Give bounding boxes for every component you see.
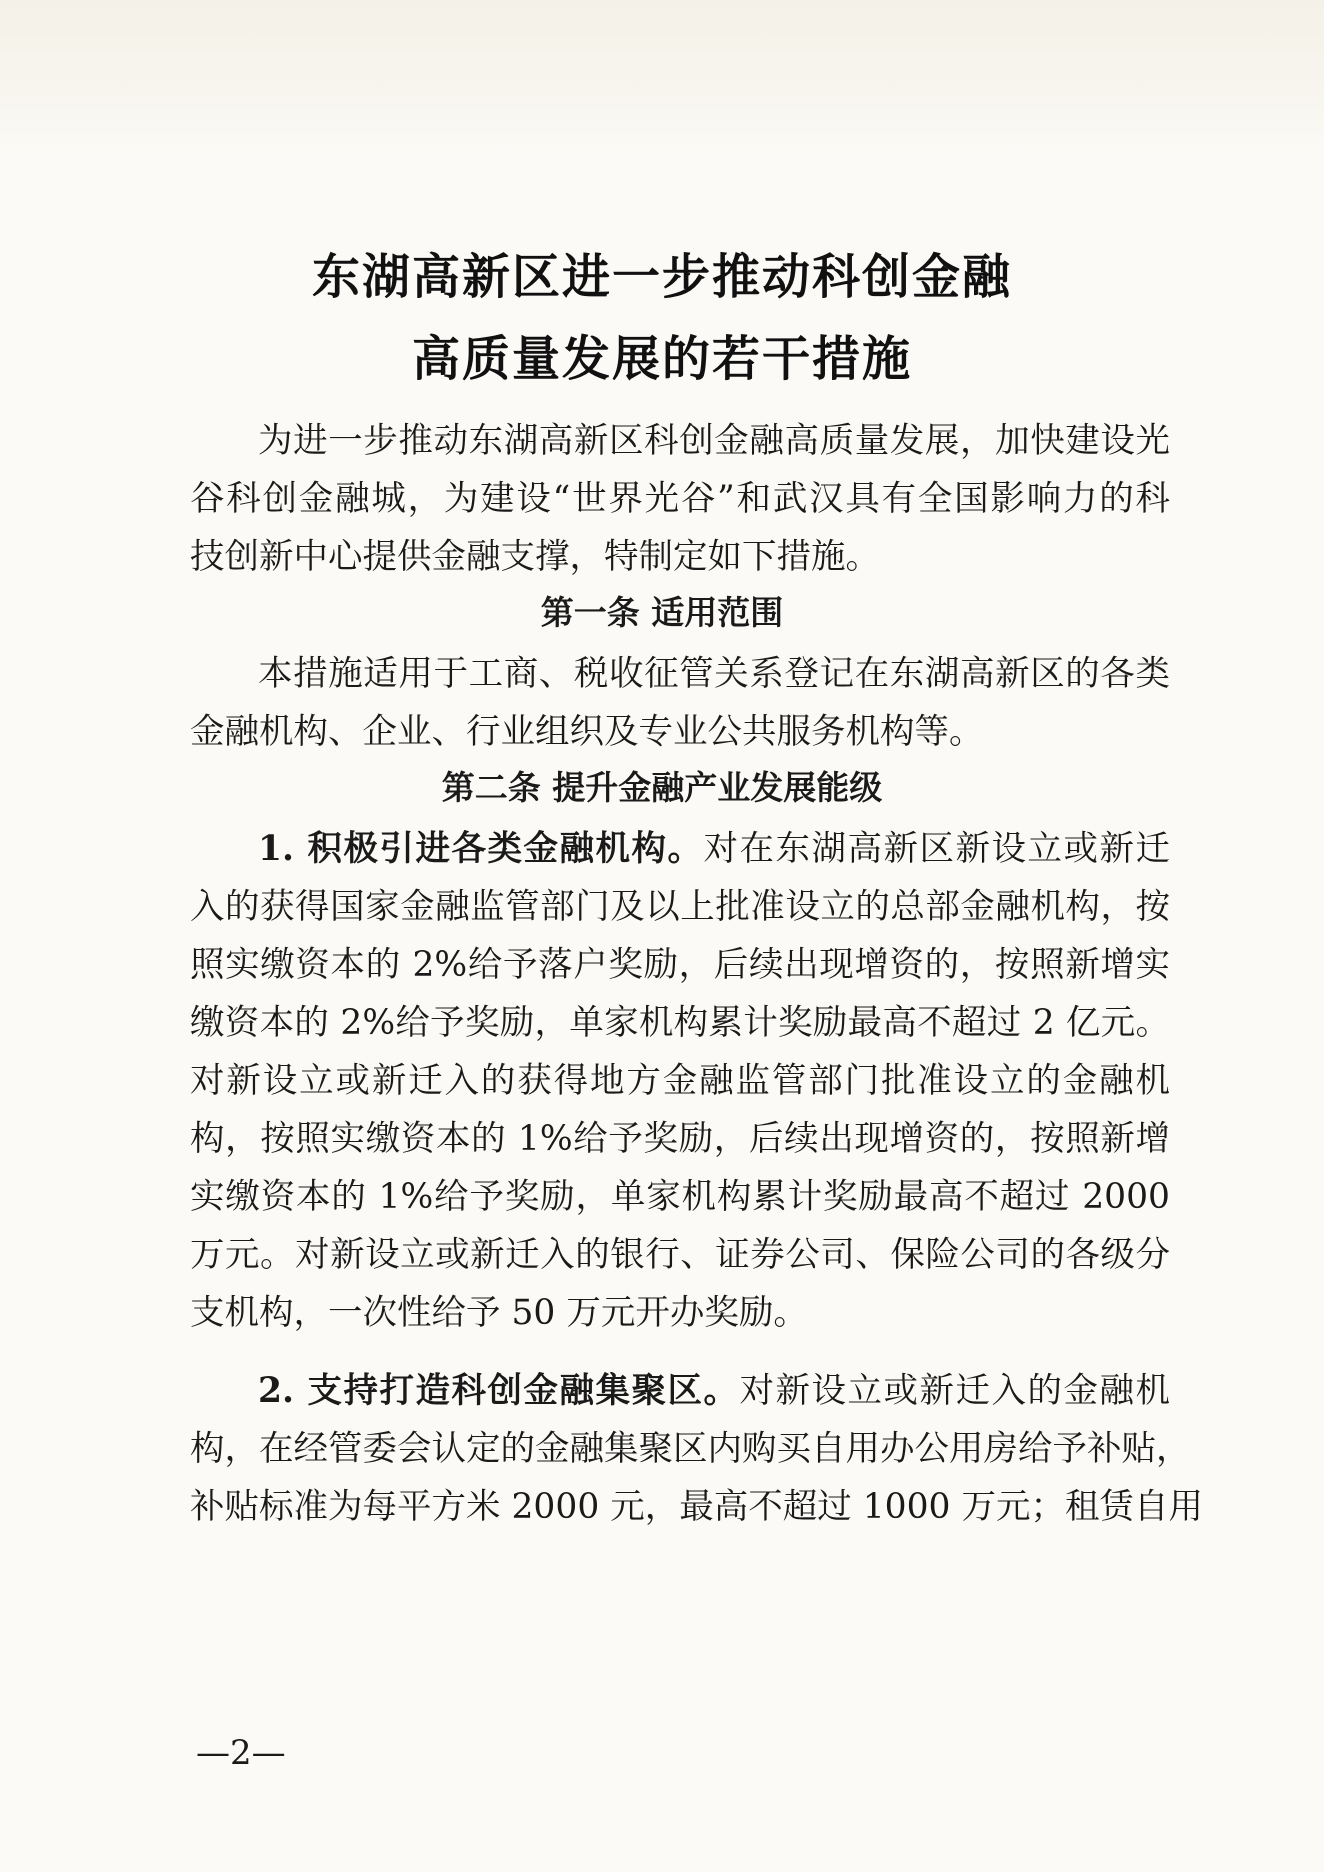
item-1-line-6: 构，按照实缴资本的 1%给予奖励，后续出现增资的，按照新增 xyxy=(190,1119,1170,1159)
item-1-line-8: 万元。对新设立或新迁入的银行、证券公司、保险公司的各级分 xyxy=(190,1235,1170,1275)
item-1-line-7: 实缴资本的 1%给予奖励，单家机构累计奖励最高不超过 2000 xyxy=(190,1177,1170,1217)
intro-line-1: 为进一步推动东湖高新区科创金融高质量发展，加快建设光 xyxy=(258,421,1170,461)
article-1-line-1: 本措施适用于工商、税收征管关系登记在东湖高新区的各类 xyxy=(258,654,1170,694)
item-1-line-9: 支机构，一次性给予 50 万元开办奖励。 xyxy=(190,1293,808,1333)
item-1-line-3: 照实缴资本的 2%给予落户奖励，后续出现增资的，按照新增实 xyxy=(190,945,1170,985)
item-2-line-2: 构，在经管委会认定的金融集聚区内购买自用办公用房给予补贴， xyxy=(190,1429,1191,1469)
item-1-title: 1. 积极引进各类金融机构。 xyxy=(258,829,704,869)
document-title-line-1: 东湖高新区进一步推动科创金融 xyxy=(311,249,1012,305)
item-2-line-3: 补贴标准为每平方米 2000 元，最高不超过 1000 万元；租赁自用 xyxy=(190,1487,1203,1527)
document-title-line-2: 高质量发展的若干措施 xyxy=(411,331,912,387)
article-1-heading: 第一条 适用范围 xyxy=(540,593,784,632)
item-2-line-1-text: 对新设立或新迁入的金融机 xyxy=(739,1371,1170,1411)
article-2-heading: 第二条 提升金融产业发展能级 xyxy=(441,768,883,807)
article-1-line-2: 金融机构、企业、行业组织及专业公共服务机构等。 xyxy=(190,712,984,752)
item-1-line-4: 缴资本的 2%给予奖励，单家机构累计奖励最高不超过 2 亿元。 xyxy=(190,1003,1170,1043)
item-1-line-5: 对新设立或新迁入的获得地方金融监管部门批准设立的金融机 xyxy=(190,1061,1170,1101)
item-1-line-1-text: 对在东湖高新区新设立或新迁 xyxy=(703,829,1170,869)
item-2-line-1 xyxy=(258,1362,1170,1412)
item-1-line-2: 入的获得国家金融监管部门及以上批准设立的总部金融机构，按 xyxy=(190,887,1170,927)
intro-line-3: 技创新中心提供金融支撑，特制定如下措施。 xyxy=(190,537,880,577)
intro-line-2: 谷科创金融城，为建设“世界光谷”和武汉具有全国影响力的科 xyxy=(190,479,1170,519)
item-2-title: 2. 支持打造科创金融集聚区。 xyxy=(258,1371,740,1411)
page-number: —2— xyxy=(196,1733,286,1773)
item-1-line-1 xyxy=(258,820,1170,870)
